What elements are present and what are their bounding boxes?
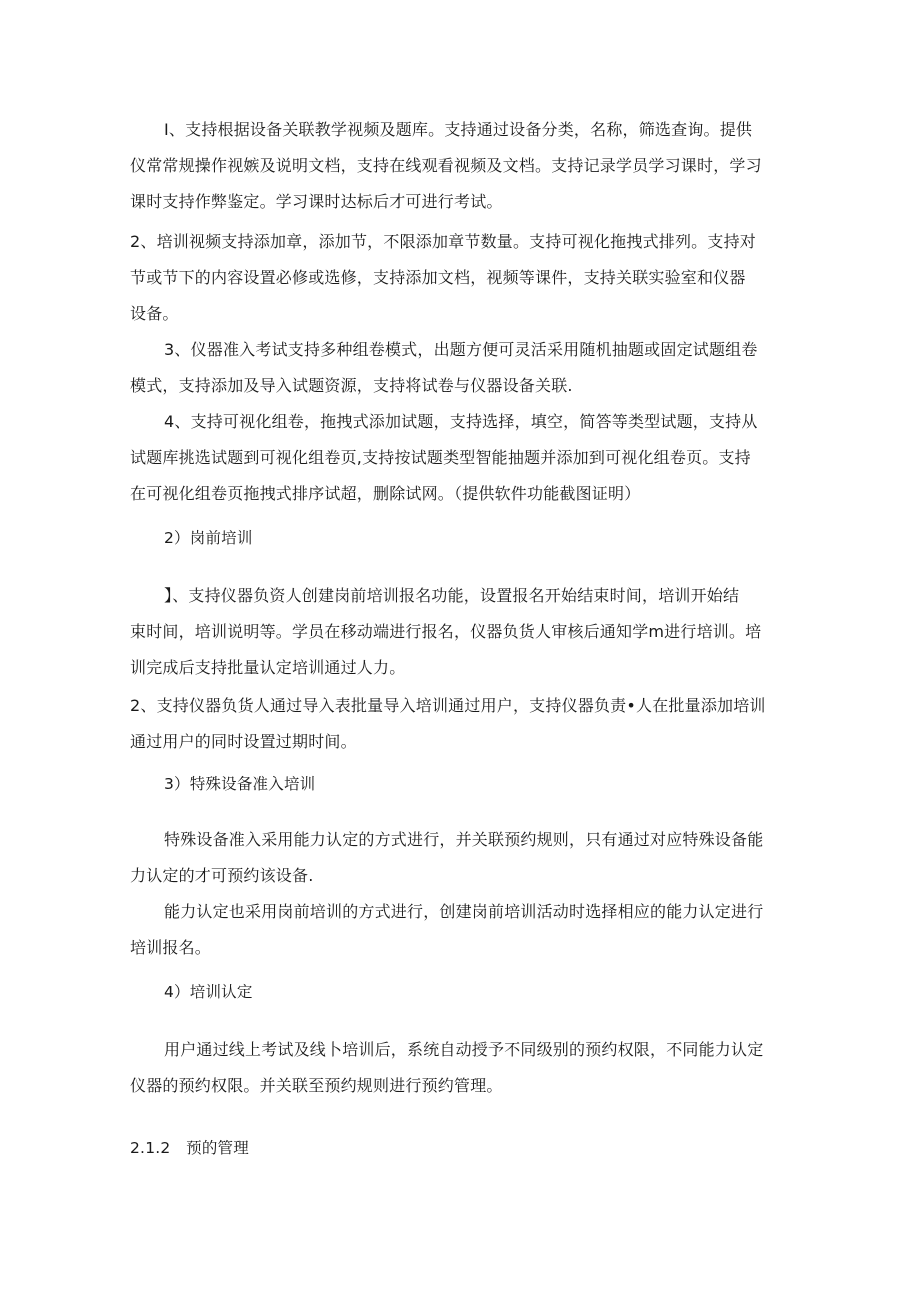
text-line: I、支持根据设备关联教学视频及题库。支持通过设备分类，名称，筛选查询。提供 (164, 120, 753, 139)
heading-text: 4）培训认定 (164, 983, 253, 1001)
text-line: 通过用户的同时设置过期时间。 (130, 732, 357, 751)
text-line: 】、支持仪器负资人创建岗前培训报名功能，设置报名开始结束时间，培训开始结 (164, 586, 740, 605)
text-line: 用户通过线上考试及线卜培训后，系统自动授予不同级别的预约权限，不同能力认定 (164, 1040, 764, 1059)
text-line: 培训报名。 (130, 938, 212, 957)
heading-text: 3）特殊设备准入培训 (164, 775, 316, 793)
paragraph-2 (130, 224, 796, 332)
heading-text: 2）岗前培训 (164, 529, 253, 547)
text-line: 2、培训视频支持添加章，添加节，不限添加章节数量。支持可视化拖拽式排列。支持对 (130, 232, 756, 251)
text-line: 在可视化组卷页拖拽式排序试超，删除试网。（提供软件功能截图证明） (130, 484, 641, 503)
paragraph-7 (130, 822, 796, 894)
subheading-special-equipment-training (130, 766, 796, 802)
text-line: 训完成后支持批量认定培训通过人力。 (130, 658, 406, 677)
text-line: 模式，支持添加及导入试题资源，支持将试卷与仪器设备关联. (130, 376, 573, 395)
subheading-pre-job-training (130, 520, 796, 556)
subheading-training-certification (130, 974, 796, 1010)
paragraph-9 (130, 1032, 796, 1104)
paragraph-1 (130, 112, 796, 220)
paragraph-6 (130, 688, 796, 760)
text-line: 试题库挑选试题到可视化组卷页,支持按试题类型智能抽题并添加到可视化组卷页。支持 (130, 448, 751, 467)
text-line: 特殊设备准入采用能力认定的方式进行，并关联预约规则，只有通过对应特殊设备能 (164, 830, 764, 849)
text-line: 3、仪器准入考试支持多种组卷模式，出题方便可灵活采用随机抽题或固定试题组卷 (164, 340, 758, 359)
text-line: 2、支持仪器负货人通过导入表批量导入培训通过用户，支持仪器负责•人在批量添加培训 (130, 696, 766, 715)
section-heading-2-1-2 (130, 1130, 796, 1166)
text-line: 节或节下的内容设置必修或选修，支持添加文档，视频等课件，支持关联实验室和仪器 (130, 268, 746, 287)
paragraph-3 (130, 332, 796, 404)
text-line: 课时支持作弊鉴定。学习课时达标后才可进行考试。 (130, 192, 503, 211)
text-line: 力认定的才可预约该设备. (130, 866, 314, 885)
paragraph-4 (130, 404, 796, 512)
text-line: 仪器的预约权限。并关联至预约规则进行预约管理。 (130, 1076, 503, 1095)
text-line: 设备。 (130, 304, 179, 323)
section-title: 2.1.2 预的管理 (130, 1139, 249, 1157)
text-line: 仪常常规操作视嫉及说明文档，支持在线观看视频及文档。支持记录学员学习课时，学习 (130, 156, 762, 175)
text-line: 4、支持可视化组卷，拖拽式添加试题，支持选择，填空，简答等类型试题，支持从 (164, 412, 758, 431)
text-line: 能力认定也采用岗前培训的方式进行，创建岗前培训活动时选择相应的能力认定进行 (164, 902, 764, 921)
paragraph-5 (130, 578, 796, 686)
paragraph-8 (130, 894, 796, 966)
text-line: 束时间，培训说明等。学员在移动端进行报名，仪器负货人审核后通知学m进行培训。培 (130, 622, 762, 641)
